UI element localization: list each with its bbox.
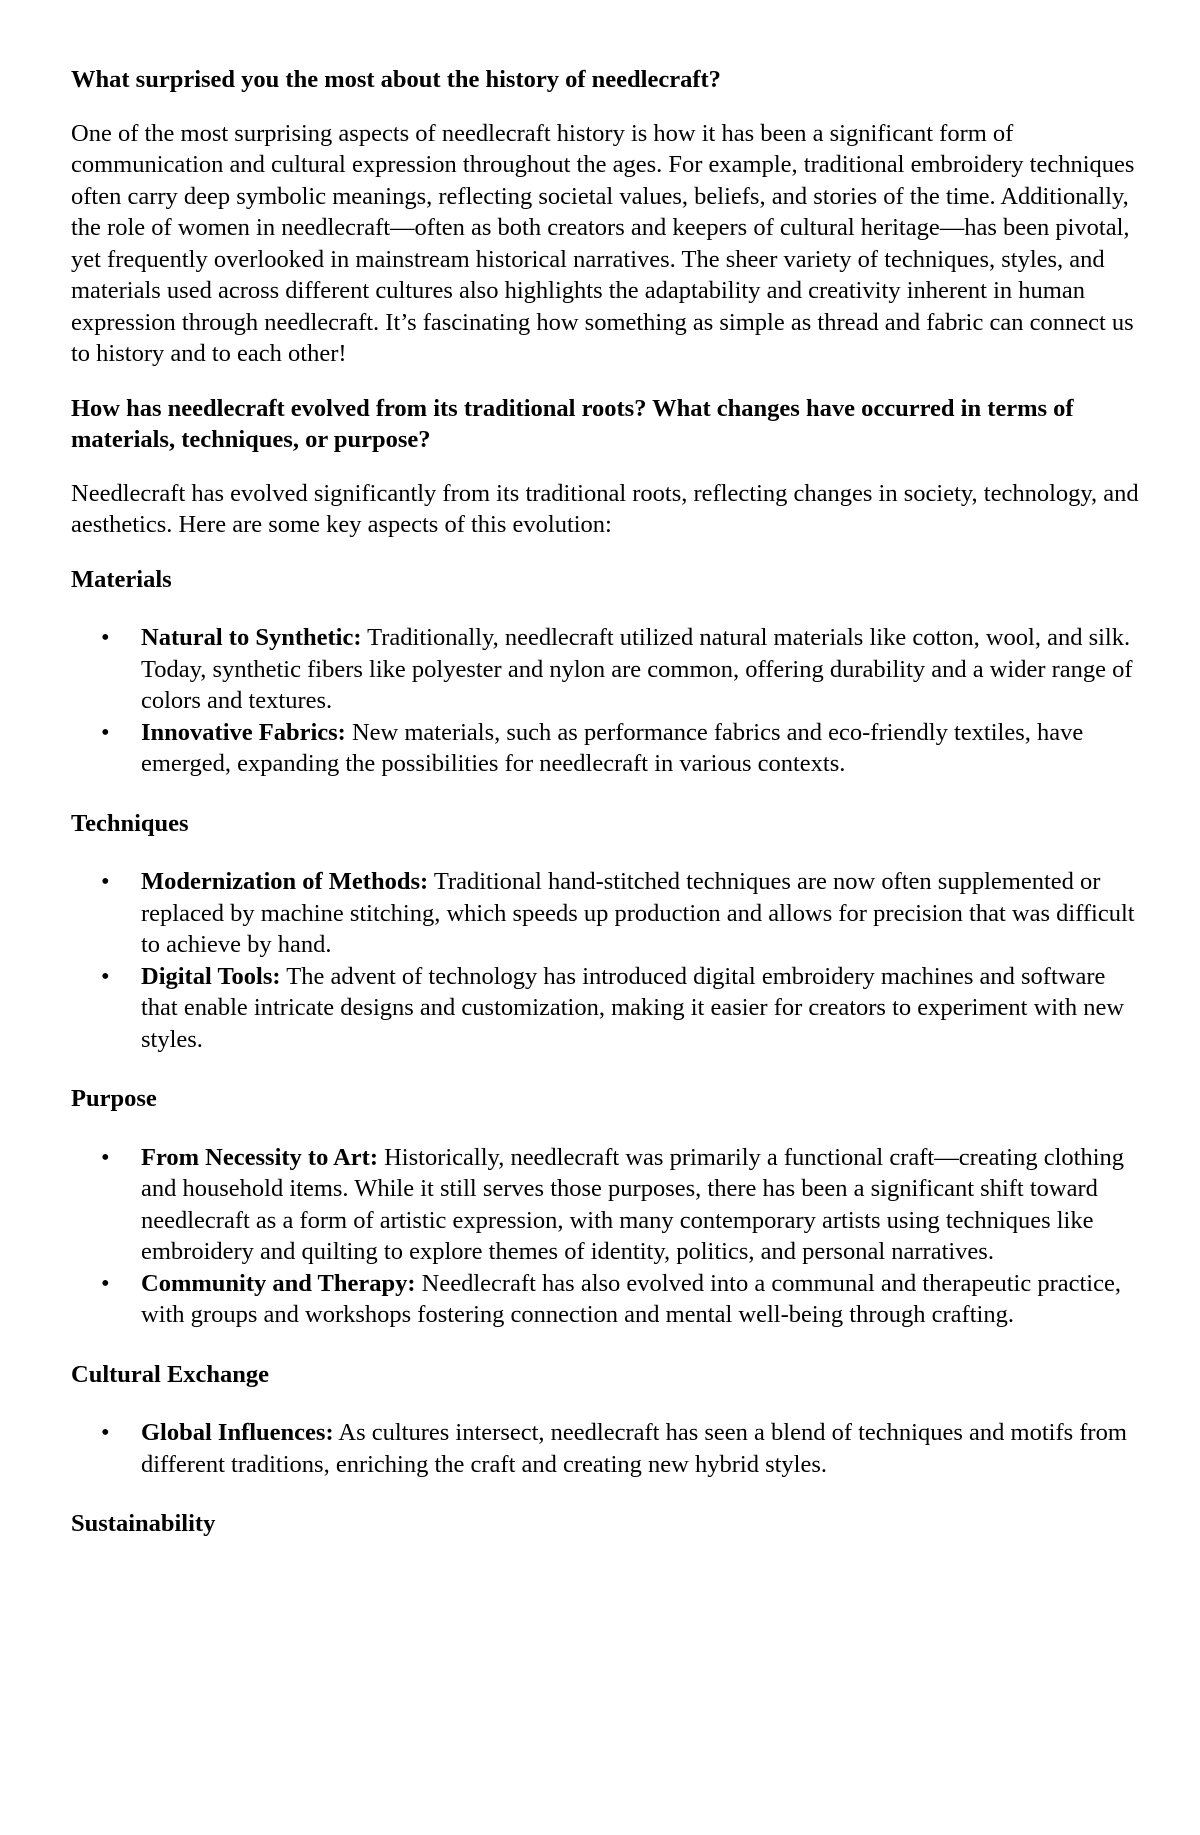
list-item-term: Natural to Synthetic:: [141, 624, 362, 651]
list-item: [71, 717, 1141, 780]
list-item-term: From Necessity to Art:: [141, 1143, 378, 1171]
answer-paragraph-1: One of the most surprising aspects of needlecraft history is how it has been a significant form of communication and cultural expression throughout the ages. For example, traditional embroidery techniques often carry deep symbolic meanings, reflecting societal values, beliefs, and stories of the time. Additionally, the role of women in needlecraft—often as both creators and keepers of cultural heritage—has been pivotal, yet frequently overlooked in mainstream historical narratives. The sheer variety of techniques, styles, and materials used across different cultures also highlights the adaptability and creativity inherent in human expression through needlecraft. It’s fascinating how something as simple as thread and fabric can connect us to history and to each other!: [71, 119, 1135, 367]
list-item-term: Global Influences:: [141, 1419, 334, 1446]
list-item-text: Traditionally, needlecraft utilized natural materials like cotton, wool, and silk. Today, synthetic fibers like polyester and nylon are common, offering durability and a wider range of colors and textures.: [141, 624, 1133, 714]
bullet-list-cultural-exchange: [71, 1417, 1141, 1480]
bullet-icon: •: [101, 1143, 110, 1171]
document-page: [71, 64, 1141, 1567]
list-item-text: Needlecraft has also evolved into a communal and therapeutic practice, with groups and workshops fostering connection and mental well-being through crafting.: [141, 1269, 1121, 1328]
list-item-term: Digital Tools:: [141, 962, 281, 990]
list-item-text: As cultures intersect, needlecraft has seen a blend of techniques and motifs from different traditions, enriching the craft and creating new hybrid styles.: [141, 1419, 1127, 1478]
list-item: [71, 1268, 1141, 1331]
bullet-list-techniques: [71, 866, 1141, 1055]
bullet-list-purpose: [71, 1142, 1141, 1331]
list-item: [71, 1142, 1141, 1268]
list-item: [71, 961, 1141, 1056]
section-heading-techniques: Techniques: [71, 809, 189, 837]
list-item-term: Modernization of Methods:: [141, 868, 429, 895]
section-heading-materials: Materials: [71, 565, 172, 593]
bullet-icon: •: [101, 1269, 110, 1297]
intro-paragraph-2: Needlecraft has evolved significantly from its traditional roots, reflecting changes in society, technology, and aesthetics. Here are some key aspects of this evolution:: [71, 479, 1139, 538]
section-heading-cultural-exchange: Cultural Exchange: [71, 1360, 270, 1388]
bullet-icon: •: [101, 962, 110, 990]
list-item: [71, 622, 1141, 717]
bullet-icon: •: [101, 718, 110, 746]
question-heading-2: How has needlecraft evolved from its traditional roots? What changes have occurred in terms of materials, techniques, or purpose?: [71, 394, 1074, 453]
bullet-list-materials: [71, 622, 1141, 780]
list-item-text: New materials, such as performance fabrics and eco-friendly textiles, have emerged, expanding the possibilities for needlecraft in various contexts.: [141, 718, 1084, 777]
list-item-term: Community and Therapy:: [141, 1269, 416, 1297]
list-item-term: Innovative Fabrics:: [141, 718, 346, 746]
list-item: [71, 866, 1141, 961]
question-heading-1: What surprised you the most about the history of needlecraft?: [71, 66, 721, 93]
list-item: [71, 1417, 1141, 1480]
section-heading-sustainability: Sustainability: [71, 1510, 216, 1537]
list-item-text: Historically, needlecraft was primarily a functional craft—creating clothing and household items. While it still serves those purposes, there has been a significant shift toward needlecraft as a form of artistic expression, with many contemporary artists using techniques like embroidery and quilting to explore themes of identity, politics, and personal narratives.: [141, 1143, 1125, 1265]
list-item-text: Traditional hand-stitched techniques are now often supplemented or replaced by machine stitching, which speeds up production and allows for precision that was difficult to achieve by hand.: [141, 868, 1135, 958]
bullet-icon: •: [101, 624, 110, 651]
bullet-icon: •: [101, 1419, 110, 1446]
section-heading-purpose: Purpose: [71, 1085, 157, 1112]
bullet-icon: •: [101, 868, 110, 895]
list-item-text: The advent of technology has introduced digital embroidery machines and software that enable intricate designs and customization, making it easier for creators to experiment with new styles.: [141, 962, 1125, 1053]
